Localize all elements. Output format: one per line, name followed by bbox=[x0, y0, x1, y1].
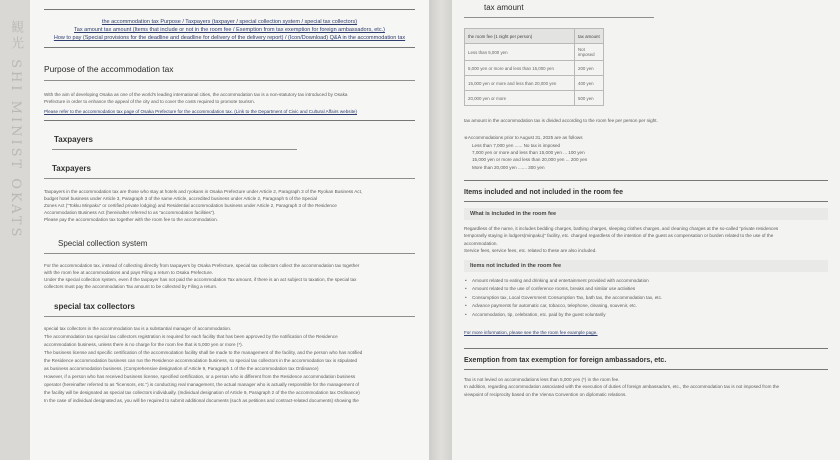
included-line: temporarily staying in lodgers(minpaku)" facility, etc. charged regardless of the intention of the guest as compensation or burden related to the use of the bbox=[464, 233, 774, 239]
special-collectors-line: the facility will be designated as special tax collectors individually. (Individual designation of Article 9, Paragraph 2 of the the accommodation tax Ordinance) bbox=[44, 390, 360, 396]
list-item: • Amount related to eating and drinking and entertainment provided with accommodation bbox=[464, 277, 828, 285]
tax-amount-title: tax amount bbox=[484, 3, 524, 12]
special-collectors-line: The accommodation tax special tax collectors registration is required for each facility that has been approved by the notification of the Residence bbox=[44, 334, 338, 340]
purpose-line: With the aim of developing Osaka as one of the world's leading international cities, the accommodation tax is a non-statutory tax introduced by Osaka bbox=[44, 92, 348, 97]
taxpayers-body bbox=[44, 188, 415, 224]
link-purpose[interactable]: the accommodation tax Purpose / Taxpayers (taxpayer / special collection system / special tax collectors) bbox=[101, 19, 358, 25]
link-how-to-pay[interactable]: How to pay (Special provisions for the deadline and deadline for delivery of the delivery report) / (Icon/Download) Q&A in the accommodation tax bbox=[53, 35, 406, 41]
taxpayers-heading-rule bbox=[52, 149, 297, 150]
table-note: tax amount in the accommodation tax is divided according to the room fee per person per night. bbox=[464, 118, 658, 123]
special-collectors-line: In the case of individual designated as, you will be required to submit additional documents (such as petitions and contract-related documents) showing the bbox=[44, 398, 359, 404]
special-collectors-line: as business accommodation business. (Comprehensive designation of Article 9, Paragraph 1 of the the accommodation tax Ordinance) bbox=[44, 366, 319, 372]
special-collection-line: collectors must pay the accommodation Tax amount to be collected by Filing a return. bbox=[44, 284, 218, 290]
not-included-title: Items not included in the room fee bbox=[464, 260, 828, 272]
links-rule bbox=[44, 47, 415, 48]
link-tax-amount[interactable]: Tax amount tax amount (Items that include or not in the room fee / Exemption from tax exemption for foreign ambassadors, etc.) bbox=[74, 27, 385, 33]
included-line: Service fees, service fees, etc. related to these are also included. bbox=[464, 247, 597, 253]
included-line: accommodation. bbox=[464, 240, 498, 246]
list-item: • Amount related to the use of conference rooms, breaks and similar use activities bbox=[464, 285, 828, 293]
taxpayers-line: budget hotel business under Article 3, Paragraph 3 of the same Article, accredited business under Article 2, Paragraph 5 of the Special bbox=[44, 195, 317, 201]
special-collectors-line: special tax collectors in the accommodation tax is a substantial manager of accommodation. bbox=[44, 326, 232, 332]
special-collection-rule bbox=[44, 253, 415, 254]
special-collectors-line: The business license and specific certification of the accommodation facility shall be made to the management of the facility, and the person who has notified bbox=[44, 350, 363, 356]
fee-cell: 15,000 yen or more and less than 20,000 yen bbox=[465, 76, 575, 91]
included-title: What is included in the room fee bbox=[464, 208, 828, 220]
table-row bbox=[465, 44, 604, 61]
top-rule bbox=[44, 9, 415, 10]
special-collectors-line: accommodation business, unless there is no charge for the room fee that is 5,000 yen or more (*). bbox=[44, 342, 243, 348]
purpose-title: Purpose of the accommodation tax bbox=[44, 64, 174, 74]
tax-cell: 500 yen bbox=[575, 91, 604, 106]
tax-cell: 200 yen bbox=[575, 61, 604, 76]
taxpayers-line: Taxpayers in the accommodation tax are those who stay at hotels and ryokans in Osaka Prefecture under Article 2, Paragraph 3 of the Ryokan Business Act, bbox=[44, 188, 363, 194]
list-item: • Consumption tax, Local Government Consumption Tax, bath tax, the accommodation tax, etc. bbox=[464, 294, 828, 302]
fee-cell: Less than 5,000 yen bbox=[465, 44, 575, 61]
fee-table-header bbox=[465, 29, 604, 44]
taxpayers-heading: Taxpayers bbox=[54, 134, 93, 144]
page-links bbox=[44, 18, 415, 42]
special-collectors-line: operator (hereinafter referred to as "licensors, etc.") is conducting real management, the actual manager who is actually responsible for the management of bbox=[44, 382, 360, 388]
tax-amount-rule bbox=[464, 17, 654, 18]
fee-header-room-fee: the room fee (1 night per person) bbox=[465, 29, 575, 44]
taxpayers-title: Taxpayers bbox=[52, 163, 91, 173]
items-title-rule bbox=[464, 201, 828, 202]
left-page bbox=[30, 0, 430, 460]
prior-rates bbox=[464, 134, 828, 171]
taxpayers-rule bbox=[44, 178, 415, 179]
taxpayers-line: Please pay the accommodation tax together with the room fee to the accommodation. bbox=[44, 217, 218, 223]
exemption-top-rule bbox=[464, 348, 828, 349]
special-collection-line: For the accommodation tax, instead of collecting directly from taxpayers by Osaka Prefecture, special tax collectors collect the accommodation tax together bbox=[44, 262, 360, 268]
purpose-body bbox=[44, 91, 415, 116]
special-collectors-line: However, if a person who has received business license, specified certification, or a person who is different from the Residence accommodation business bbox=[44, 374, 356, 380]
edge-text: 観光 SHI MINIST OKATS bbox=[8, 20, 23, 240]
fee-cell: 20,000 yen or more bbox=[465, 91, 575, 106]
prior-rate-line: 15,000 yen or more and less than 20,000 yen ... 200 yen bbox=[472, 157, 588, 163]
table-row bbox=[465, 76, 604, 91]
exemption-line: In addition, regarding accommodation associated with the execution of duties of foreign ambassadors, etc., the accommodation tax is not imposed from the bbox=[464, 384, 780, 390]
purpose-end-rule bbox=[44, 120, 415, 121]
exemption-line: Tax is not levied on accommodations less than 5,000 yen (*) in the room fee. bbox=[464, 377, 620, 383]
room-fee-example-link[interactable]: For more information, please see the the room fee example page. bbox=[464, 330, 598, 336]
book-edge bbox=[0, 0, 30, 460]
table-row bbox=[465, 61, 604, 76]
tax-cell: 400 yen bbox=[575, 76, 604, 91]
special-collectors-title: special tax collectors bbox=[54, 302, 135, 312]
exemption-title: Exemption from tax exemption for foreign ambassadors, etc. bbox=[464, 357, 667, 365]
included-body bbox=[464, 225, 828, 254]
list-item: • Advance payments for automatic car, tobacco, telephone, cleaning, souvenir, etc. bbox=[464, 302, 828, 310]
purpose-line: Prefecture in order to enhance the appeal of the city and to cover the costs required to promote tourism. bbox=[44, 99, 255, 105]
fee-table bbox=[464, 28, 604, 106]
taxpayers-line: Zones Act ("Tokku Minpaku" or certified private lodging) and Residential accommodation business under Article 2, Paragraph 3 of the Residence bbox=[44, 203, 337, 209]
exemption-title-rule bbox=[464, 369, 828, 370]
items-title: Items included and not included in the room fee bbox=[464, 189, 624, 197]
special-collection-line: with the room fee at accommodations and pays Filing a return to Osaka Prefecture. bbox=[44, 269, 214, 275]
fee-cell: 5,000 yen or more and less than 15,000 yen bbox=[465, 61, 575, 76]
items-top-rule bbox=[464, 180, 828, 181]
prior-rate-line: 7,000 yen or more and less than 15,000 yen ... 100 yen bbox=[472, 150, 585, 156]
fee-header-tax: tax amount bbox=[575, 29, 604, 44]
exemption-body bbox=[464, 376, 828, 398]
special-collection-title: Special collection system bbox=[58, 238, 148, 248]
special-collection-body bbox=[44, 262, 415, 291]
special-collectors-rule bbox=[44, 316, 415, 317]
table-row bbox=[465, 91, 604, 106]
list-item: • Accommodation, tip, celebration, etc. paid by the guest voluntarily bbox=[464, 311, 828, 319]
right-page bbox=[452, 0, 840, 460]
special-collectors-body bbox=[44, 325, 415, 405]
purpose-rule bbox=[44, 80, 415, 81]
purpose-link[interactable]: Please refer to the accommodation tax page of Osaka Prefecture for the accommodation tax. (Link to the Department of Civic and Cultural Affairs website) bbox=[44, 109, 357, 115]
prior-rates-title: ※Accommodations prior to August 31, 2025 are as follows bbox=[464, 135, 583, 141]
tax-cell: Not imposed bbox=[575, 44, 604, 61]
prior-rate-line: Less than 7,000 yen ...... No tax is imposed bbox=[472, 142, 561, 148]
exemption-line: viewpoint of reciprocity based on the Vienna Convention on diplomatic relations. bbox=[464, 391, 627, 397]
book-gutter bbox=[430, 0, 452, 460]
taxpayers-line: Accommodation Business Act (hereinafter referred to as "accommodation facilities"). bbox=[44, 210, 216, 216]
not-included-list bbox=[464, 277, 828, 319]
prior-rate-line: More than 20,000 yen ....... 300 yen bbox=[472, 164, 545, 170]
special-collection-line: Under the special collection system, even if the taxpayer has not paid the accommodation Tax amount, if there is an act subject to taxation, the special tax bbox=[44, 277, 357, 283]
special-collectors-line: the Residence accommodation business can run the Residence accommodation business, so special tax collectors in the accommodation tax is stipulated bbox=[44, 358, 358, 364]
included-line: Regardless of the name, it includes bedding charges, bathing charges, sleeping clothes charges, and cleaning charges at the so-called "private residences bbox=[464, 226, 779, 232]
